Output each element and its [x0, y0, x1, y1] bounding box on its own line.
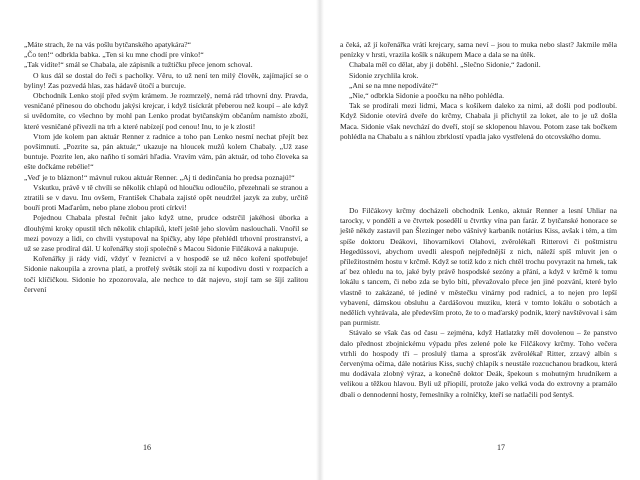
- left-page-text: [24, 40, 308, 295]
- paragraph: Vskutku, právě v tě chvíli se několik chlapů od hloučku odloučilo, přezehnali se stranou a ztratili se v davu. Inu ovšem, František Chabala zajisté opět neudržel jazyk za zuby, určitě bouří proti Maďarům, nebo plane zlobou proti církvi!: [24, 182, 308, 213]
- paragraph: „Máte strach, že na vás pošlu bytčanského apatykára?“: [24, 40, 191, 49]
- paragraph: „Čo ten!“ odbrkla babka. „Ten si ku mne chodí pre vínko!“: [24, 50, 204, 60]
- right-page-text: [340, 40, 617, 400]
- paragraph: Vtom jde kolem pan aktuár Renner z radnice a toho pan Lenko nesmí nechat přejít bez povšimnutí. „Pozrite sa, pán aktuár,“ ukazuje na hloucek mužů kolem Chabaly. „Už zase buntuje. Pozrite len, ako naňho tí somári hľadia. Vravím vám, pán aktuár, od toho človeka sa ešte dočkáme rebélie!“: [24, 131, 308, 172]
- book-gutter: [316, 0, 324, 480]
- paragraph: a čeká, až jí kořenářka vrátí krejcary, sama neví – jsou to muka nebo slast? Jakmile měla penízky v hrsti, vrazila košík s nákupem Mace a dala se na útěk.: [340, 40, 617, 60]
- paragraph: Stávalo se však čas od času – zejména, když Hatlatzky měl dovolenou – že panstvo dalo přednost zbojnickému výpadu přes zelené pole ke Filčákovy krčmy. Toho večera vtrhli do hospody tři – proslulý tlama a sprosťák zvěrolékař Ritter, zrzavý albín s červenýma očima, dále notárius Kiss, suchý chlapík s neustále rozcuchanou bradkou, která mu dodávala zlobný výraz, a konečně doktor Deák, špekoun s mohutným hrudníkem a velikou a těžkou hlavou. Byli už přiopilí, protože jako velká voda do extrovny a pramálo dbali o dennodenní hosty, řemeslníky a rolníčky, kteří se natlačili pod šentyš.: [340, 328, 617, 399]
- paragraph: Obchodník Lenko stojí před svým krámem. Je rozmrzelý, nemá rád trhovní dny. Pravda, vesničané přinesou do obchodu jakýsi krejcar, i když tisíckrát přeberou než koupí – ale když si uvědomíte, co všechno by mohl pan Lenko prodat bytčanským občanům namísto zboží, které vesničané přivezli na trh a které nabízejí pod cenou! Inu, to je k zlosti!: [24, 91, 308, 131]
- paragraph: „Ani se na mne nepodíváte?“: [349, 80, 438, 90]
- paragraph: Kořenářky ji rády vidí, vždyť v řeznictví a v hospodě se už něco koření spotřebuje! Sidonie nakoupila a zrovna platí, a protřelý světák stojí za ní kupodivu dosti v rozpacích a točí klíčičkou. Sidonie ho zpozorovala, ale nechce to dát najevo, stojí tam se šíjí zalitou červení: [24, 254, 308, 294]
- paragraph: Tak se prodírali mezi lidmi, Maca s košíkem daleko za nimi, až došli pod podloubí. Když Sidonie otevírá dveře do krčmy, Chabala ji přichytil za loket, ale to je už došla Maca. Sidonie však nevchází do dveří, stojí se sklopenou hlavou. Potom zase tak bočkem pohlédla na Chabalu a s náhlou zbrklostí vpadla jako vystřelená do otcovského domu.: [340, 101, 617, 141]
- paragraph: Chabala měl co dělat, aby ji doběhl. „Slečno Sidonie,“ žadonil.: [349, 60, 541, 70]
- paragraph: O kus dál se dostal do řeči s pacholky. Věru, to už není ten milý člověk, zajímající se o byliny! Zas pozvedá hlas, zas hádavě útočí a burcuje.: [24, 70, 308, 90]
- page-number-left: 16: [143, 443, 151, 452]
- section-paragraph: Do Filčákovy krčmy docházeli obchodník Lenko, aktuár Renner a lesní Uhliar na tarocky, v pondělí a ve čtvrtek posedělí u čtvrtky vína pan farár. Z bytčanské honorace se ještě někdy zastavil pan Šlezinger nebo vášnivý karbaník notárius Kiss, avšak i tém, a tím spíše doktoru Deákovi, lihovarníkovi Olahovi, zvěrolékaři Ritterovi či poštmistru Hegedüssovi, abychom uvedli alespoň nejpřednější z nich, náleží spíš mluvit jen o příležitostném hostu v krčmě. Když se totiž kdo z nich chtěl trochu povyrazit na hrnek, tak ať bez ohledu na to, jaké byly právě hospodské sezóny a přání, a když v krčmě k tomu lokálu s tancem, či nebo zda se bylo bíti, převažovalo přece jen jiné pozvání, které bylo vlastně to zakázané, té jediné v městečku vinárny pod radnicí, a to nejen pro lepší vybavení, dámskou obsluhu a čardášovou muziku, která v tomto lokálu o sobotách a nedělích vyhrávala, ale především proto, že to o maďarský podnik, který navštěvoval i sám pan purmistr.: [340, 206, 617, 328]
- paragraph: „Nie,“ odbrkla Sidonie a poočku na něho pohlédla.: [349, 91, 504, 101]
- paragraph: Pojednou Chabala přestal řečnit jako když utne, prudce odstrčil jakéhosi úborka a dlouhými kroky opustil těch několik chlapíků, kteří ještě jeho slovům naslouchali. Vnořil se mezi povozy a lidi, co chvíli vystupoval na špičky, aby lépe přehlédl trhovní prostranství, a už se zase prodíral dál. U kořenářky stojí společně s Macou Sidonie Filčáková a nakupuje.: [24, 213, 308, 254]
- paragraph: Sidonie zrychlila krok.: [349, 70, 419, 80]
- paragraph: „Veď je to bláznon!“ mávnul rukou aktuár Renner. „Aj ti dedinčania ho predsa poznajú!“: [24, 172, 295, 182]
- page-number-right: 17: [497, 443, 505, 452]
- paragraph: „Tak vidíte!“ smál se Chabala, ale zápisník a tužtičku přece jenom schoval.: [24, 60, 253, 70]
